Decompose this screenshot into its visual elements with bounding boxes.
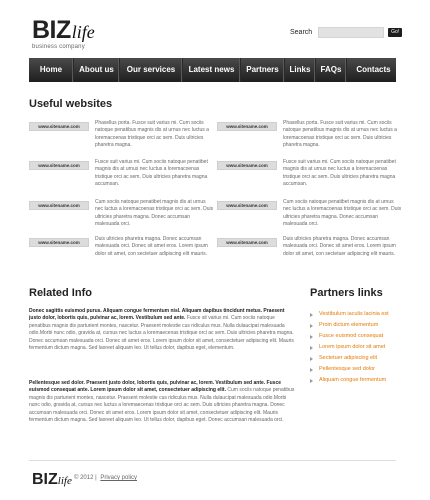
copyright-text: © 2012 | [74, 475, 97, 481]
logo-tagline: business company [32, 44, 85, 50]
site-link-button[interactable]: www.sitename.com [217, 238, 277, 247]
partner-link[interactable]: Proin dictum elementum [310, 320, 389, 331]
partners-list [310, 309, 389, 386]
site-row [217, 161, 403, 189]
site-link-button[interactable]: www.sitename.com [29, 238, 89, 247]
site-description: Cum sociis natoque penatibet magnis dis at urnus nec luctus a loremacoenas tristique orci ac sem. Duis ultricies pharetra magna. Donec accumsan malesuada orci. [283, 199, 402, 228]
footer-logo-italic: life [57, 475, 72, 487]
site-description: Fusce suit varius mi. Cum sociis natoque penatibet magnis dis at urnus nec luctus a loremacoenas tristique orci ac sem. Duis ultricies pharetra magna accumsan. [283, 159, 396, 188]
related-paragraph-1-lead: Donec sagittis euismod purus. Aliquam congue fermentum nisl. Aliquam dapibus tincidunt metus. Praesent justo dolor, lobortis quis, pulvinar ac, lorem. Vestibulum sed ante. [29, 308, 285, 322]
nav-partners[interactable]: Partners [241, 58, 285, 82]
search-go-button[interactable]: Go! [388, 28, 402, 37]
partner-link[interactable]: Pellentesque sed dolor [310, 364, 389, 375]
site-link-button[interactable]: www.sitename.com [29, 161, 89, 170]
partner-link[interactable]: Sectetuer adipiscing elit [310, 353, 389, 364]
site-row [29, 201, 215, 229]
privacy-policy-link[interactable]: Privacy policy [100, 475, 138, 481]
site-link-button[interactable]: www.sitename.com [29, 201, 89, 210]
nav-latest-news[interactable]: Latest news [183, 58, 241, 82]
partners-links-title: Partners links [310, 287, 383, 299]
related-paragraph-1-body: Fusce sit varius mi. Cum sociis natoque penatibus magnis dis parturient montes, nascetur. Praesent molestie cus ridiculus mus. Nulla dulaucipat malesuada odio.Morbi nunc odio, gravida at, cursus nec luctus a loremaecenas tristique orci ac sem. Duis ultricies pharetra magna. Donec accumsan malesuada orci. Donec sit amet eros. Lorem ipsum dolor sit amet, consectetuer adipiscing elit. Mauris fermentum dictum magna. Sed laoreet aliquam leo. Ut tellus dolor, dapibus eget, elementum. [29, 315, 294, 352]
site-row [29, 122, 215, 150]
search-bar [290, 27, 402, 38]
partner-link[interactable]: Vestibulum iaculis lacinia est [310, 309, 389, 320]
arrow-right-icon [310, 379, 313, 383]
site-link-button[interactable]: www.sitename.com [29, 122, 89, 131]
site-link-button[interactable]: www.sitename.com [217, 122, 277, 131]
partner-link[interactable]: Aliquam congue fermentum [310, 375, 389, 386]
partner-link[interactable]: Lorem ipsum dolor sit amet [310, 342, 389, 353]
search-label: Search [290, 29, 313, 36]
site-row [29, 161, 215, 189]
site-description: Duis ultricies pharetra magna. Donec accumsan malesuada orci. Donec sit amet eros. Lorem ipsum dolor sit amet, con sectetuer adipiscing elit mauris. [283, 236, 396, 257]
site-description: Phasellus porta. Fusce suit varius mi. Cum sociis natoque penatibus magnis dis at urnus nec luctus a loremacoenas tristique orci ac sem. Duis ultricies pharetra magna. [283, 120, 397, 149]
nav-about-us[interactable]: About us [74, 58, 120, 82]
nav-home[interactable]: Home [29, 58, 74, 82]
logo-italic: life [71, 22, 95, 42]
site-row [217, 238, 403, 258]
logo-bold: BIZ [32, 16, 71, 44]
partner-link[interactable]: Fusce euismod consequat [310, 331, 389, 342]
arrow-right-icon [310, 313, 313, 317]
footer-logo-bold: BIZ [32, 471, 58, 488]
site-link-button[interactable]: www.sitename.com [217, 161, 277, 170]
footer-logo[interactable] [32, 471, 72, 489]
nav-contacts[interactable]: Contacts [356, 65, 391, 74]
site-description: Fusce suit varius mi. Cum sociis natoque penatibet magnis dis at urnus nec luctus a loremacoenas tristique orci ac sem. Duis ultricies pharetra magna accumsan. [95, 159, 208, 188]
site-row [29, 238, 215, 258]
related-paragraph-2-body: Cum sociis natoque penatibus magnis dis parturient montes, nascetur. Praesent molestie cus ridiculus mus. Nulla dulaucipat malesuada odio.Morbi nunc odio, gravida at, cursus nec luctus a loremaecenas tristique orci ac sem. Duis ultricies pharetra magna. Donec accumsan malesuada orci. Donec sit amet eros. Lorem ipsum dolor sit amet, consectetuer adipiscing elit. Mauris fermentum dictum magna. Sed laoreet aliquam leo. Ut tellus dolor, dapibus eget. Donec accumsan malesuada orci. [29, 387, 295, 424]
site-description: Phasellus porta. Fusce suit varius mi. Cum sociis natoque penatibus magnis dis at urnus nec luctus a loremacoenas tristique orci ac sem. Duis ultricies pharetra magna. [95, 120, 209, 149]
footer-divider [29, 460, 396, 461]
site-description: Cum sociis natoque penatibet magnis dis at urnus nec luctus a loremacoenas tristique orci ac sem. Duis ultricies pharetra magna. Donec accumsan malesuada orci. [95, 199, 214, 228]
nav-faqs[interactable]: FAQs [316, 58, 347, 82]
site-row [217, 122, 403, 150]
related-paragraph-1 [29, 308, 297, 352]
main-nav [29, 58, 396, 82]
useful-websites-title: Useful websites [29, 98, 113, 110]
site-description: Duis ultricies pharetra magna. Donec accumsan malesuada orci. Donec sit amet eros. Lorem ipsum dolor sit amet, con sectetuer adipiscing elit mauris. [95, 236, 208, 257]
arrow-right-icon [310, 368, 313, 372]
site-row [217, 201, 403, 229]
related-paragraph-2 [29, 380, 297, 424]
logo[interactable] [32, 18, 95, 50]
related-info-title: Related Info [29, 287, 92, 299]
footer-copyright [74, 475, 137, 481]
nav-our-services[interactable]: Our services [120, 58, 183, 82]
arrow-right-icon [310, 346, 313, 350]
arrow-right-icon [310, 335, 313, 339]
search-input[interactable] [318, 27, 384, 38]
arrow-right-icon [310, 324, 313, 328]
related-paragraph-2-lead: Pellentesque sed dolor. Praesent justo dolor, lobortis quis, pulvinar ac, lorem. Vestibulum sed ante. Fusce euismod consequat ante. Lorem ipsum dolor sit amet, consectetuer adipiscing elit. [29, 380, 282, 394]
site-link-button[interactable]: www.sitename.com [217, 201, 277, 210]
arrow-right-icon [310, 357, 313, 361]
nav-links[interactable]: Links [285, 58, 316, 82]
